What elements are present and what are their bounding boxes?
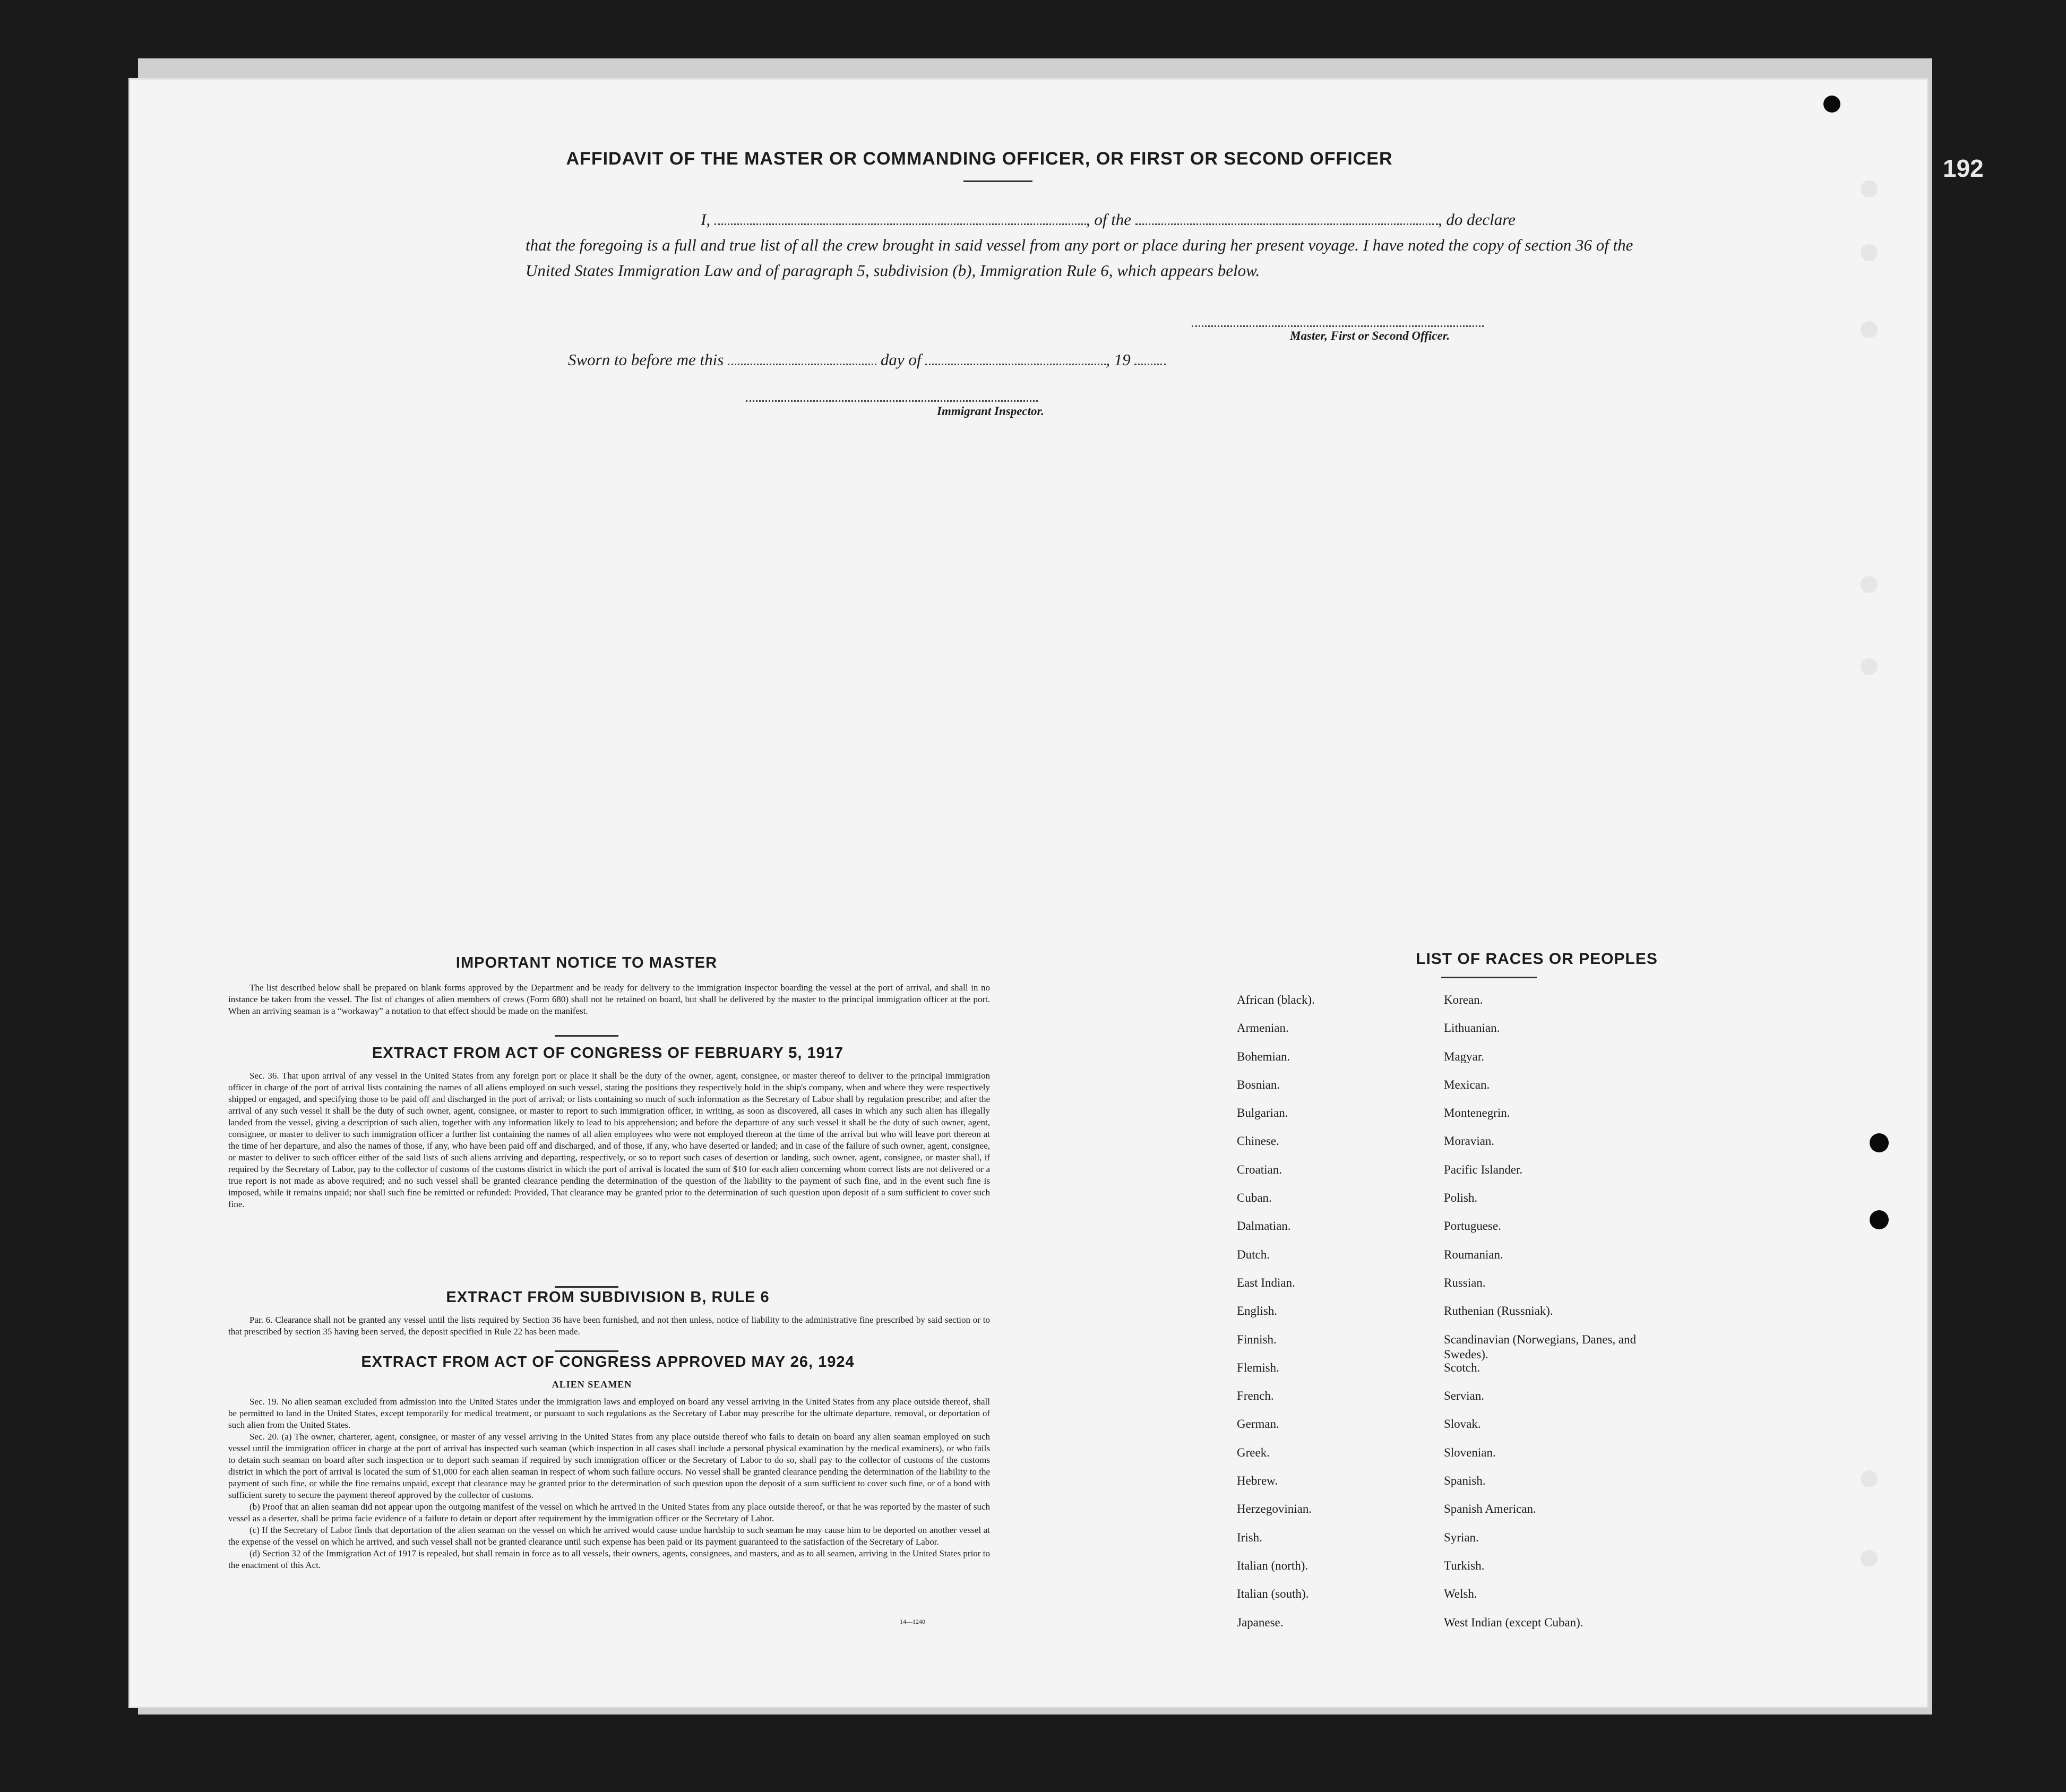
act-1924-text <box>228 1396 990 1571</box>
race-item: Korean. <box>1444 993 1483 1006</box>
race-item: Pacific Islander. <box>1444 1162 1523 1176</box>
race-item: Bohemian. <box>1237 1049 1290 1063</box>
race-item: Roumanian. <box>1444 1247 1503 1261</box>
act-1917-text <box>228 1070 990 1210</box>
race-item: Italian (south). <box>1237 1587 1309 1601</box>
act-1924-paragraph: Sec. 20. (a) The owner, charterer, agent, consignee, or master of any vessel arriving in the United States from any place outside thereof who fails to detain on board any alien seaman employed on such vessel until the immigration officer in charge at the port of arrival has inspected such seaman (which inspection in all cases shall include a personal physical examination by the medical examiners), or who fails to detain such seaman on board after such inspection or to deport such seaman if required by such immigration officer or the Secretary of Labor to do so, shall pay to the collector of customs of the customs district in which the port of arrival is located the sum of $1,000 for each alien seaman in respect of whom such failure occurs. No vessel shall be granted clearance pending the determination of the liability to the payment of such fine, or while the fine remains unpaid, except that clearance may be granted prior to the determination of such question upon the deposit of a sum sufficient to cover such fine, or of a bond with sufficient surety to secure the payment thereof approved by the collector of customs. <box>228 1432 990 1500</box>
punch-hole <box>1861 1550 1878 1567</box>
race-item: Welsh. <box>1444 1587 1477 1601</box>
race-item: Bosnian. <box>1237 1078 1280 1091</box>
race-item: Servian. <box>1444 1389 1485 1403</box>
affidavit-line-1 <box>526 207 1640 232</box>
race-item: Syrian. <box>1444 1530 1479 1544</box>
punch-hole <box>1870 1133 1889 1152</box>
race-item: Dutch. <box>1237 1247 1270 1261</box>
act-1924-paragraph: Sec. 19. No alien seaman excluded from admission into the United States under the immigration laws and employed on board any vessel arriving in the United States from any place outside thereof, shall be permitted to land in the United States, except temporarily for medical treatment, or pursuant to such regulations as the Secretary of Labor may prescribe for the ultimate departure, removal, or deportation of such alien from the United States. <box>228 1397 990 1430</box>
punch-hole <box>1861 576 1878 593</box>
affidavit-body <box>526 207 1640 283</box>
punch-hole <box>1823 96 1840 113</box>
rule-6-text <box>228 1314 990 1338</box>
act-1917-title: EXTRACT FROM ACT OF CONGRESS OF FEBRUARY 5, 1917 <box>372 1045 844 1062</box>
races-right-column <box>1444 993 1667 1643</box>
race-item: Chinese. <box>1237 1134 1279 1148</box>
race-item: Spanish. <box>1444 1474 1486 1488</box>
master-signature-caption: Master, First or Second Officer. <box>1290 329 1450 342</box>
affidavit-title-rule <box>963 180 1032 182</box>
race-item: Lithuanian. <box>1444 1021 1500 1035</box>
punch-hole <box>1861 321 1878 338</box>
rule-6-paragraph: Par. 6. Clearance shall not be granted any vessel until the lists required by Section 36 have been furnished, and not then unless, notice of liability to the administrative fine prescribed by said section or to that prescribed by section 35 having been served, the deposit specified in Rule 22 has been made. <box>228 1315 990 1337</box>
punch-hole <box>1861 658 1878 675</box>
race-item: Spanish American. <box>1444 1502 1536 1516</box>
race-item: Italian (north). <box>1237 1558 1309 1572</box>
master-signature-line[interactable] <box>1192 325 1484 327</box>
races-title-rule <box>1441 977 1537 978</box>
punch-hole <box>1861 244 1878 261</box>
race-item: West Indian (except Cuban). <box>1444 1615 1583 1629</box>
act-1924-paragraph: (c) If the Secretary of Labor finds that deportation of the alien seaman on the vessel on which he arrived would cause undue hardship to such seaman he may cause him to be deported on another vessel at the expense of the vessel on which he arrived, and such vessel shall not be granted clearance until such expense has been paid or its payment guaranteed to the satisfaction of the Secretary of Labor. <box>228 1525 990 1547</box>
notice-text <box>228 982 990 1017</box>
document-page <box>130 80 1927 1707</box>
race-item: Greek. <box>1237 1445 1270 1459</box>
sworn-line <box>568 350 1166 369</box>
sworn-year-field[interactable] <box>1134 364 1166 365</box>
sworn-year-prefix: , 19 <box>1106 350 1131 369</box>
race-item: German. <box>1237 1417 1279 1431</box>
race-item: Cuban. <box>1237 1191 1272 1205</box>
act-1924-title: EXTRACT FROM ACT OF CONGRESS APPROVED MAY 26, 1924 <box>361 1354 855 1371</box>
act-1924-subtitle: ALIEN SEAMEN <box>552 1379 632 1390</box>
race-item: Moravian. <box>1444 1134 1495 1148</box>
notice-paragraph: The list described below shall be prepared on blank forms approved by the Department and be ready for delivery to the immigration inspector boarding the vessel at the port of arrival, and shall in no instance be taken from the vessel. The list of changes of alien members of crews (Form 680) shall not be retained on board, but shall be delivered by the master to the principal immigration officer at the port. When an arriving seaman is a “workaway” a notation to that effect should be made on the manifest. <box>228 983 990 1016</box>
race-item: Turkish. <box>1444 1558 1485 1572</box>
race-item: Portuguese. <box>1444 1219 1501 1233</box>
race-item: Slovak. <box>1444 1417 1481 1431</box>
divider-rule-3 <box>555 1350 618 1352</box>
affidavit-of-the: , of the <box>1086 210 1132 229</box>
race-item: Montenegrin. <box>1444 1106 1510 1120</box>
inspector-caption: Immigrant Inspector. <box>937 404 1044 418</box>
sworn-prefix: Sworn to before me this <box>568 350 724 369</box>
race-item: Finnish. <box>1237 1332 1277 1346</box>
act-1917-paragraph: Sec. 36. That upon arrival of any vessel in the United States from any foreign port or place it shall be the duty of the owner, agent, consignee, or master thereof to deliver to the principal immigration officer in charge of the port of arrival lists containing the names of all aliens employed on such vessel, stating the positions they respectively hold in the ship's company, when and where they were respectively shipped or engaged, and specifying those to be paid off and discharged in the port of arrival; or lists containing so much of such information as the Secretary of Labor shall by regulation prescribe; and after the arrival of any such vessel it shall be the duty of such owner, agent, consignee, or master to report to such immigration officer, in writing, as soon as discovered, all cases in which any such alien has illegally landed from the vessel, giving a description of such alien, together with any information likely to lead to his apprehension; and before the departure of any such vessel it shall be the duty of such owner, agent, consignee, or master to deliver to such immigration officer a further list containing the names of all alien employees who were not employed thereon at the time of the arrival but who will leave port thereon at the time of her departure, and also the names of those, if any, who have been paid off and discharged, and of those, if any, who have deserted or landed; and in case of the failure of such owner, agent, consignee, or master to deliver to such officer either of the said lists of such aliens arriving and departing, respectively, or so to report such cases of desertion or landing, such owner, agent, consignee, or master shall, if required by the Secretary of Labor, pay to the collector of customs of the customs district in which the port of arrival is located the sum of $10 for each alien concerning whom correct lists are not delivered or a true report is not made as above required; and no such vessel shall be granted clearance pending the determination of the question of the liability to the payment of such fine, and in the event such fine is imposed, while it remains unpaid; nor shall such fine be remitted or refunded: Provided, That clearance may be granted prior to the determination of such question upon deposit of a sum sufficient to cover such fine. <box>228 1071 990 1209</box>
vessel-name-field[interactable] <box>1135 223 1438 225</box>
sworn-month-field[interactable] <box>925 364 1106 365</box>
divider-rule-1 <box>555 1035 618 1037</box>
race-item: Polish. <box>1444 1191 1478 1205</box>
race-item: Flemish. <box>1237 1360 1279 1374</box>
race-item: Irish. <box>1237 1530 1262 1544</box>
punch-hole <box>1861 180 1878 197</box>
race-item: African (black). <box>1237 993 1315 1006</box>
race-item: Scandinavian (Norwegians, Danes, and Swedes). <box>1444 1332 1637 1361</box>
sworn-day-field[interactable] <box>728 364 876 365</box>
race-item: Slovenian. <box>1444 1445 1496 1459</box>
master-name-field[interactable] <box>715 223 1086 225</box>
punch-hole <box>1870 1210 1889 1229</box>
act-1924-paragraph: (d) Section 32 of the Immigration Act of 1917 is repealed, but shall remain in force as to all vessels, their owners, agents, consignees, and masters, and as to all seamen, arriving in the United States prior to the enactment of this Act. <box>228 1548 990 1570</box>
form-number: 14—1240 <box>900 1618 925 1625</box>
page-number: 192 <box>1943 154 1984 182</box>
races-title: LIST OF RACES OR PEOPLES <box>1416 950 1658 968</box>
punch-hole <box>1861 1470 1878 1487</box>
race-item: East Indian. <box>1237 1276 1295 1289</box>
race-item: Mexican. <box>1444 1078 1490 1091</box>
race-item: Russian. <box>1444 1276 1486 1289</box>
divider-rule-2 <box>555 1286 618 1288</box>
race-item: Dalmatian. <box>1237 1219 1291 1233</box>
race-item: Croatian. <box>1237 1162 1282 1176</box>
race-item: Herzegovinian. <box>1237 1502 1312 1516</box>
affidavit-declaration-text: that the foregoing is a full and true list of all the crew brought in said vessel from any port or place during her present voyage. I have noted the copy of section 36 of the United States Immigration Law and of paragraph 5, subdivision (b), Immigration Rule 6, which appears below. <box>526 236 1633 280</box>
race-item: Bulgarian. <box>1237 1106 1288 1120</box>
affidavit-title: AFFIDAVIT OF THE MASTER OR COMMANDING OFFICER, OR FIRST OR SECOND OFFICER <box>566 149 1393 169</box>
race-item: Hebrew. <box>1237 1474 1278 1488</box>
race-item: Japanese. <box>1237 1615 1284 1629</box>
races-left-column <box>1237 993 1315 1643</box>
notice-title: IMPORTANT NOTICE TO MASTER <box>455 954 718 971</box>
affidavit-do-declare: , do declare <box>1437 210 1516 229</box>
race-item: Ruthenian (Russniak). <box>1444 1304 1553 1318</box>
race-item: Armenian. <box>1237 1021 1289 1035</box>
race-item: Magyar. <box>1444 1049 1485 1063</box>
inspector-signature-line[interactable] <box>746 400 1038 402</box>
act-1924-paragraph: (b) Proof that an alien seaman did not appear upon the outgoing manifest of the vessel on which he arrived in the United States from any place outside thereof, or that he was reported by the master of such vessel as a deserter, shall be prima facie evidence of a failure to detain or deport after requirement by the immigration officer or the Secretary of Labor. <box>228 1502 990 1523</box>
race-item: Scotch. <box>1444 1360 1480 1374</box>
race-item: French. <box>1237 1389 1274 1403</box>
sworn-day-of: day of <box>880 350 922 369</box>
race-item: English. <box>1237 1304 1278 1318</box>
affidavit-i: I, <box>701 210 711 229</box>
rule-6-title: EXTRACT FROM SUBDIVISION B, RULE 6 <box>446 1289 770 1306</box>
affidavit-section <box>130 80 1927 610</box>
